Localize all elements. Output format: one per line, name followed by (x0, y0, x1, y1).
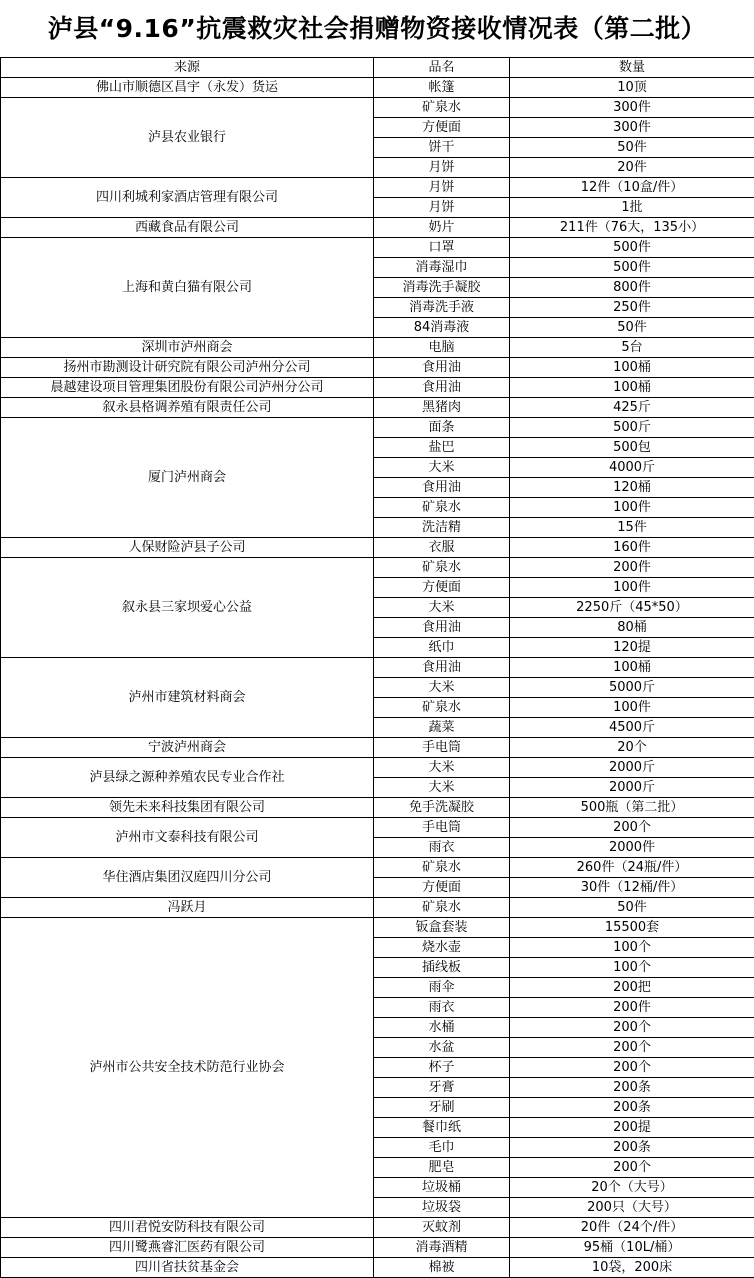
item-cell: 矿泉水 (374, 898, 510, 918)
item-cell: 口罩 (374, 238, 510, 258)
qty-cell: 5000斤 (510, 678, 754, 698)
item-cell: 餐巾纸 (374, 1118, 510, 1138)
qty-cell: 500包 (510, 438, 754, 458)
donor-cell: 西藏食品有限公司 (1, 218, 374, 238)
qty-cell: 95桶（10L/桶） (510, 1238, 754, 1258)
qty-cell: 250件 (510, 298, 754, 318)
item-cell: 烧水壶 (374, 938, 510, 958)
qty-cell: 100桶 (510, 358, 754, 378)
qty-cell: 200件 (510, 558, 754, 578)
table-row (1, 398, 754, 418)
table-row (1, 658, 754, 678)
qty-cell: 50件 (510, 318, 754, 338)
item-cell: 消毒酒精 (374, 1238, 510, 1258)
qty-cell: 100件 (510, 498, 754, 518)
qty-cell: 200把 (510, 978, 754, 998)
donor-cell: 佛山市顺德区昌宇（永发）货运 (1, 78, 374, 98)
donor-cell: 宁波泸州商会 (1, 738, 374, 758)
item-cell: 大米 (374, 678, 510, 698)
table-row (1, 1238, 754, 1258)
donor-cell: 领先未来科技集团有限公司 (1, 798, 374, 818)
table-row (1, 738, 754, 758)
qty-cell: 300件 (510, 98, 754, 118)
qty-cell: 10顶 (510, 78, 754, 98)
qty-cell: 200个 (510, 818, 754, 838)
item-cell: 食用油 (374, 478, 510, 498)
item-cell: 消毒洗手液 (374, 298, 510, 318)
item-cell: 灭蚊剂 (374, 1218, 510, 1238)
item-cell: 棉被 (374, 1258, 510, 1278)
qty-cell: 100件 (510, 698, 754, 718)
item-cell: 食用油 (374, 618, 510, 638)
item-cell: 免手洗凝胶 (374, 798, 510, 818)
qty-cell: 50件 (510, 138, 754, 158)
donor-cell: 泸州市文泰科技有限公司 (1, 818, 374, 858)
table-row (1, 798, 754, 818)
table-row (1, 358, 754, 378)
table-row (1, 858, 754, 878)
qty-cell: 200条 (510, 1138, 754, 1158)
item-cell: 杯子 (374, 1058, 510, 1078)
donor-cell: 四川利城利家酒店管理有限公司 (1, 178, 374, 218)
donor-cell: 四川君悦安防科技有限公司 (1, 1218, 374, 1238)
table-row (1, 238, 754, 258)
item-cell: 衣服 (374, 538, 510, 558)
item-cell: 消毒湿巾 (374, 258, 510, 278)
item-cell: 牙膏 (374, 1078, 510, 1098)
item-cell: 帐篷 (374, 78, 510, 98)
qty-cell: 10袋，200床 (510, 1258, 754, 1278)
qty-cell: 20个 (510, 738, 754, 758)
table-row (1, 378, 754, 398)
qty-cell: 100桶 (510, 378, 754, 398)
item-cell: 大米 (374, 778, 510, 798)
qty-cell: 200个 (510, 1058, 754, 1078)
qty-cell: 200个 (510, 1038, 754, 1058)
qty-cell: 30件（12桶/件） (510, 878, 754, 898)
donor-cell: 四川省扶贫基金会 (1, 1258, 374, 1278)
qty-cell: 2000斤 (510, 778, 754, 798)
qty-cell: 1批 (510, 198, 754, 218)
item-cell: 84消毒液 (374, 318, 510, 338)
qty-cell: 50件 (510, 898, 754, 918)
qty-cell: 500件 (510, 258, 754, 278)
qty-cell: 200条 (510, 1078, 754, 1098)
qty-cell: 100个 (510, 958, 754, 978)
item-cell: 垃圾桶 (374, 1178, 510, 1198)
item-cell: 手电筒 (374, 818, 510, 838)
item-cell: 奶片 (374, 218, 510, 238)
item-cell: 盐巴 (374, 438, 510, 458)
qty-cell: 120提 (510, 638, 754, 658)
item-cell: 钣盒套装 (374, 918, 510, 938)
header-row (1, 58, 754, 78)
item-cell: 大米 (374, 758, 510, 778)
qty-cell: 2000斤 (510, 758, 754, 778)
table-row (1, 218, 754, 238)
qty-cell: 500瓶（第二批） (510, 798, 754, 818)
item-cell: 水桶 (374, 1018, 510, 1038)
qty-cell: 500件 (510, 238, 754, 258)
donor-cell: 人保财险泸县子公司 (1, 538, 374, 558)
donor-cell: 泸县绿之源种养殖农民专业合作社 (1, 758, 374, 798)
header-source: 来源 (1, 58, 374, 78)
item-cell: 矿泉水 (374, 698, 510, 718)
table-row (1, 418, 754, 438)
item-cell: 方便面 (374, 118, 510, 138)
item-cell: 食用油 (374, 378, 510, 398)
item-cell: 饼干 (374, 138, 510, 158)
qty-cell: 160件 (510, 538, 754, 558)
item-cell: 雨衣 (374, 838, 510, 858)
table-row (1, 538, 754, 558)
item-cell: 手电筒 (374, 738, 510, 758)
donor-cell: 上海和黄白猫有限公司 (1, 238, 374, 338)
qty-cell: 200条 (510, 1098, 754, 1118)
item-cell: 大米 (374, 598, 510, 618)
donor-cell: 泸州市建筑材料商会 (1, 658, 374, 738)
qty-cell: 200只（大号） (510, 1198, 754, 1218)
item-cell: 毛巾 (374, 1138, 510, 1158)
qty-cell: 260件（24瓶/件） (510, 858, 754, 878)
item-cell: 洗洁精 (374, 518, 510, 538)
qty-cell: 4500斤 (510, 718, 754, 738)
qty-cell: 15件 (510, 518, 754, 538)
item-cell: 月饼 (374, 178, 510, 198)
item-cell: 矿泉水 (374, 858, 510, 878)
item-cell: 牙刷 (374, 1098, 510, 1118)
table-row (1, 818, 754, 838)
qty-cell: 2250斤（45*50） (510, 598, 754, 618)
qty-cell: 200个 (510, 1018, 754, 1038)
item-cell: 月饼 (374, 198, 510, 218)
item-cell: 大米 (374, 458, 510, 478)
item-cell: 肥皂 (374, 1158, 510, 1178)
donor-cell: 泸州市公共安全技术防范行业协会 (1, 918, 374, 1218)
item-cell: 纸巾 (374, 638, 510, 658)
table-row (1, 78, 754, 98)
page-title: 泸县“9.16”抗震救灾社会捐赠物资接收情况表（第二批） (0, 0, 754, 57)
header-qty: 数量 (510, 58, 754, 78)
qty-cell: 100桶 (510, 658, 754, 678)
donor-cell: 泸县农业银行 (1, 98, 374, 178)
table-row (1, 758, 754, 778)
table-row (1, 558, 754, 578)
donor-cell: 叙永县格调养殖有限责任公司 (1, 398, 374, 418)
donor-cell: 冯跃月 (1, 898, 374, 918)
item-cell: 消毒洗手凝胶 (374, 278, 510, 298)
qty-cell: 5台 (510, 338, 754, 358)
item-cell: 方便面 (374, 878, 510, 898)
donor-cell: 厦门泸州商会 (1, 418, 374, 538)
qty-cell: 4000斤 (510, 458, 754, 478)
donor-cell: 叙永县三家坝爱心公益 (1, 558, 374, 658)
item-cell: 面条 (374, 418, 510, 438)
qty-cell: 2000件 (510, 838, 754, 858)
qty-cell: 300件 (510, 118, 754, 138)
item-cell: 矿泉水 (374, 498, 510, 518)
item-cell: 水盆 (374, 1038, 510, 1058)
qty-cell: 12件（10盒/件） (510, 178, 754, 198)
item-cell: 矿泉水 (374, 98, 510, 118)
item-cell: 食用油 (374, 658, 510, 678)
item-cell: 雨衣 (374, 998, 510, 1018)
table-row (1, 98, 754, 118)
qty-cell: 120桶 (510, 478, 754, 498)
donor-cell: 扬州市勘测设计研究院有限公司泸州分公司 (1, 358, 374, 378)
qty-cell: 800件 (510, 278, 754, 298)
qty-cell: 15500套 (510, 918, 754, 938)
qty-cell: 80桶 (510, 618, 754, 638)
table-body (1, 78, 754, 1278)
item-cell: 垃圾袋 (374, 1198, 510, 1218)
item-cell: 矿泉水 (374, 558, 510, 578)
qty-cell: 100个 (510, 938, 754, 958)
table-row (1, 178, 754, 198)
table-row (1, 918, 754, 938)
table-row (1, 1258, 754, 1278)
item-cell: 方便面 (374, 578, 510, 598)
item-cell: 电脑 (374, 338, 510, 358)
item-cell: 月饼 (374, 158, 510, 178)
qty-cell: 20件（24个/件） (510, 1218, 754, 1238)
item-cell: 蔬菜 (374, 718, 510, 738)
qty-cell: 20件 (510, 158, 754, 178)
qty-cell: 425斤 (510, 398, 754, 418)
header-item: 品名 (374, 58, 510, 78)
qty-cell: 200提 (510, 1118, 754, 1138)
qty-cell: 200个 (510, 1158, 754, 1178)
table-row (1, 338, 754, 358)
qty-cell: 200件 (510, 998, 754, 1018)
qty-cell: 20个（大号） (510, 1178, 754, 1198)
donor-cell: 晨越建设项目管理集团股份有限公司泸州分公司 (1, 378, 374, 398)
item-cell: 雨伞 (374, 978, 510, 998)
table-row (1, 1218, 754, 1238)
table-row (1, 898, 754, 918)
item-cell: 插线板 (374, 958, 510, 978)
donor-cell: 华住酒店集团汉庭四川分公司 (1, 858, 374, 898)
donor-cell: 四川鹭燕睿汇医药有限公司 (1, 1238, 374, 1258)
qty-cell: 500斤 (510, 418, 754, 438)
qty-cell: 100件 (510, 578, 754, 598)
qty-cell: 211件（76大，135小） (510, 218, 754, 238)
item-cell: 食用油 (374, 358, 510, 378)
donation-table (0, 57, 754, 1278)
donor-cell: 深圳市泸州商会 (1, 338, 374, 358)
item-cell: 黑猪肉 (374, 398, 510, 418)
